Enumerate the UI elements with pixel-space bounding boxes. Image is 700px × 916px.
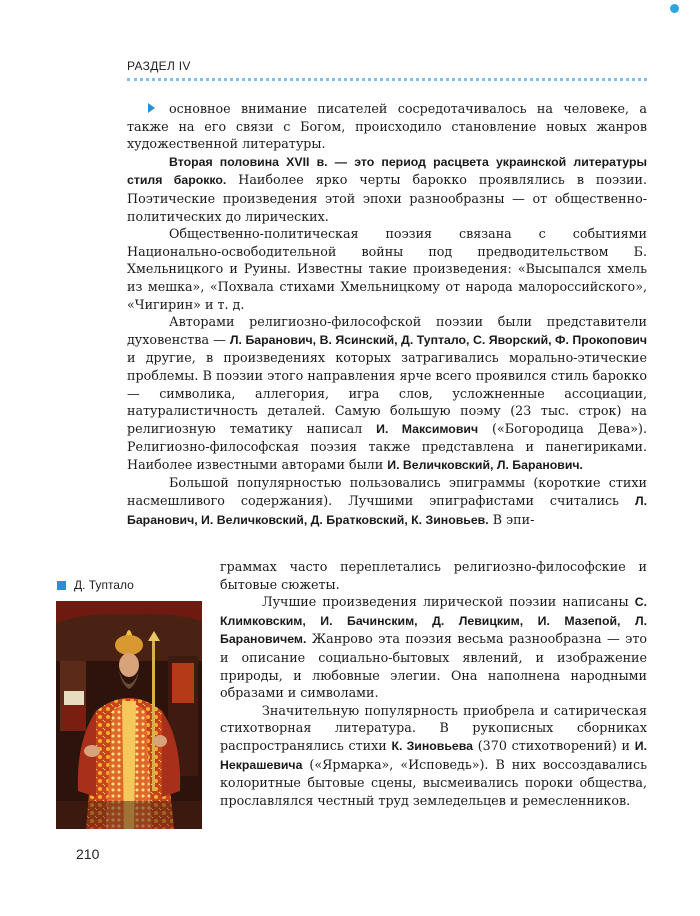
paragraph: Лучшие произведения лирической поэзии написаны С. Климковским, И. Бачинским, Д. Левицким, И. Мазепой, Л. Барановичем. Жанрово эта поэзия весьма разнообразна — это и описание социально-бытовых явлений, и изображение природы, и любовные элегии. Она наполнена народными образами и символами. — [220, 594, 647, 701]
paragraph: граммах часто переплетались религиозно-философские и бытовые сюжеты. — [220, 559, 647, 592]
dotted-divider — [127, 78, 647, 81]
figure-caption — [57, 578, 134, 592]
page-number: 210 — [76, 846, 100, 862]
paragraph: Большой популярностью пользовались эпиграммы (короткие стихи насмешливого содержания). Лучшими эпиграфистами считались Л. Баранович, И. Величковский, Д. Братковский, К. Зиновьев. В эпи- — [127, 475, 647, 527]
publisher-logo — [670, 4, 696, 14]
paragraph: Общественно-политическая поэзия связана с событиями Национально-освободительной войны под предводительством Б. Хмельницкого и Руины. Известны такие произведения: «Высыпался хмель из мешка», «Похвала стихами Хмельницкому от народа малороссийского», «Чигирин» и т. д. — [127, 226, 647, 312]
caption-marker-icon — [57, 581, 66, 590]
paragraph: Авторами религиозно-философской поэзии были представители духовенства — Л. Баранович, В. Ясинский, Д. Туптало, С. Яворский, Ф. Прокопович и другие, в произведениях которых затрагивались морально-этические проблемы. В поэзии этого направления ярче всего проявился стиль барокко — символика, аллегория, игра слов, усложненные ассоциации, натуралистичность деталей. Самую большую поэму (23 тыс. строк) на религиозную тематику написал И. Максимович («Богородица Дева»). Религиозно-философская поэзия также представлена и панегириками. Наиболее известными авторами были И. Величковский, Л. Баранович. — [127, 314, 648, 472]
wrapped-text — [220, 558, 647, 809]
section-header: РАЗДЕЛ IV — [127, 59, 191, 73]
logo-icon — [670, 4, 679, 13]
caption-text: Д. Туптало — [74, 578, 134, 592]
main-text — [127, 100, 647, 529]
portrait-illustration — [56, 601, 202, 829]
paragraph: Значительную популярность приобрела и сатирическая стихотворная литература. В рукописных сборниках распространялись стихи К. Зиновьева (370 стихотворений) и И. Некрашевича («Ярмарка», «Исповедь»). В них воссоздавались колоритные бытовые сцены, высмеивались пороки общества, прославлялся честный труд земледельцев и ремесленников. — [220, 702, 647, 808]
paragraph: основное внимание писателей сосредотачивалось на человеке, а также на его связи с Богом, происходило становление новых жанров художественной литературы. — [127, 101, 647, 152]
paragraph: Вторая половина XVII в. — это период расцвета украинской литературы стиля барокко. Наиболее ярко черты барокко проявлялись в поэзии. Поэтические произведения этой эпохи разнообразны — от общественно-политических до лирических. — [127, 154, 647, 224]
portrait-image — [56, 601, 202, 829]
